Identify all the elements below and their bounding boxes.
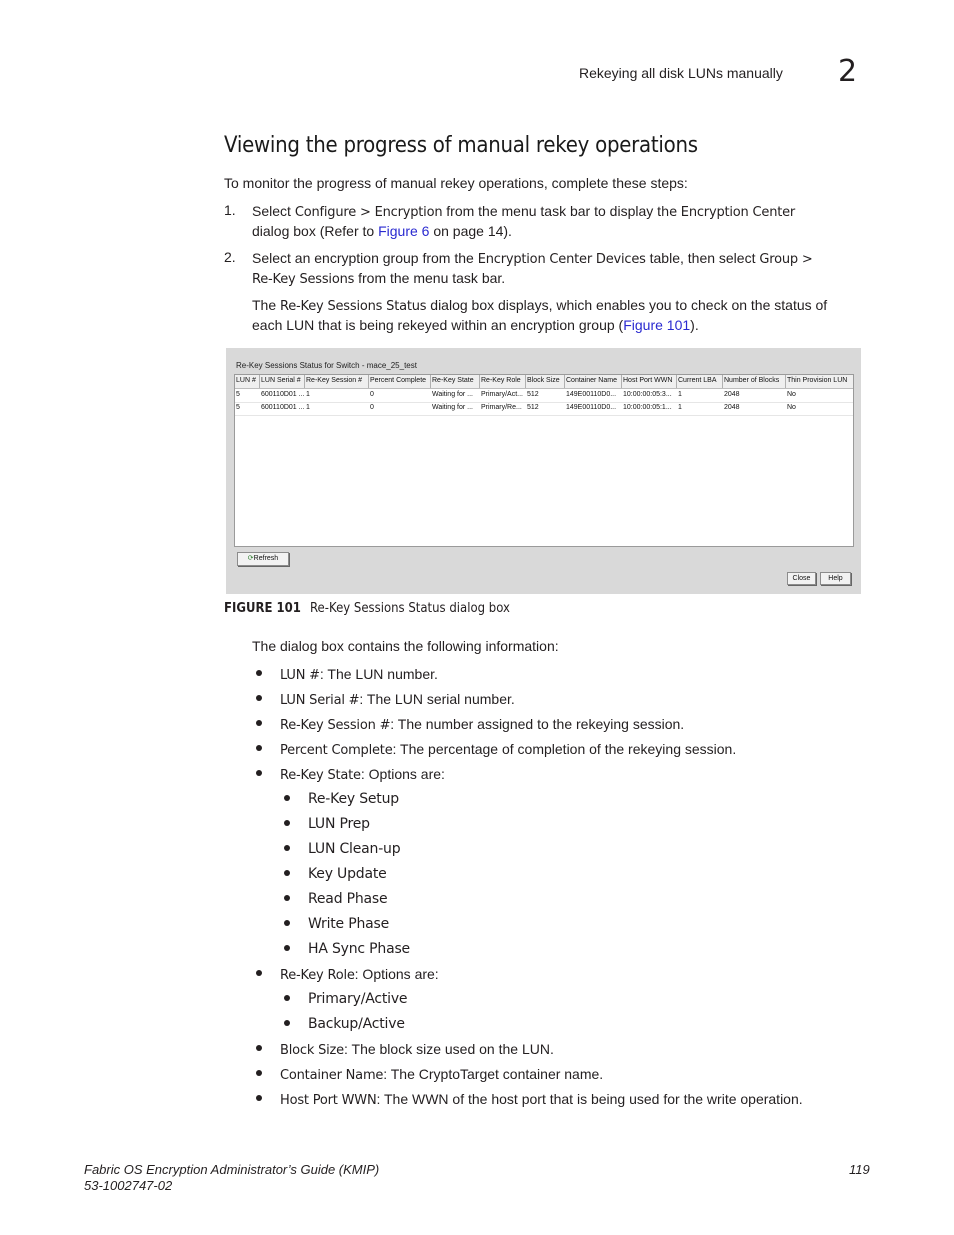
page-number: 119: [849, 1162, 870, 1177]
list-item: Re-Key Setup: [308, 791, 399, 807]
close-button[interactable]: Close: [787, 572, 816, 585]
step-2: Select an encryption group from the Encryption Center Devices table, then select Group > Re-Key Sessions from the menu task bar.: [252, 250, 813, 287]
column-header[interactable]: Re-Key Role: [480, 375, 526, 388]
list-item: Re-Key Role: Options are:: [280, 966, 439, 983]
figure-link[interactable]: Figure 6: [378, 223, 430, 239]
refresh-icon: ⟳: [247, 555, 254, 562]
column-header[interactable]: Container Name: [565, 375, 622, 388]
list-item: Primary/Active: [308, 991, 408, 1007]
column-header[interactable]: Thin Provision LUN: [787, 377, 848, 384]
list-item: Block Size: The block size used on the LUN.: [280, 1041, 554, 1058]
list-item: LUN Serial #: The LUN serial number.: [280, 691, 515, 708]
list-item: Container Name: The CryptoTarget container name.: [280, 1066, 604, 1083]
bullet-icon: [256, 720, 262, 726]
bullet-icon: [256, 745, 262, 751]
column-header[interactable]: LUN #: [235, 375, 260, 388]
ui-term: Configure > Encryption: [294, 205, 443, 220]
bullet-icon: [256, 1045, 262, 1051]
bullet-icon: [256, 695, 262, 701]
column-header[interactable]: Current LBA: [677, 375, 723, 388]
bullet-icon: [256, 1095, 262, 1101]
intro-text: To monitor the progress of manual rekey operations, complete these steps:: [224, 175, 688, 191]
bullet-icon: [284, 795, 290, 801]
step-number: 1.: [224, 202, 236, 218]
table-row[interactable]: 5 600110D01 ... 1 0 Waiting for ... Primary/Act... 512 149E00110D0... 10:00:00:05:3... 1 2048 No: [235, 389, 853, 403]
column-header[interactable]: LUN Serial #: [260, 375, 305, 388]
list-item: LUN #: The LUN number.: [280, 666, 438, 683]
list-item: Backup/Active: [308, 1016, 405, 1032]
bullet-icon: [256, 1070, 262, 1076]
rekey-sessions-dialog: [226, 348, 861, 594]
list-item: LUN Prep: [308, 816, 370, 832]
ui-term: Encryption Center Devices: [477, 252, 646, 267]
ui-term: Re-Key Sessions Status: [280, 299, 427, 314]
column-header[interactable]: Percent Complete: [369, 375, 431, 388]
bullet-icon: [284, 895, 290, 901]
list-item: LUN Clean-up: [308, 841, 401, 857]
footer-book-title: Fabric OS Encryption Administrator’s Guide (KMIP): [84, 1162, 380, 1177]
figure-link[interactable]: Figure 101: [623, 317, 691, 333]
table-header: [235, 375, 853, 389]
list-item: Re-Key Session #: The number assigned to the rekeying session.: [280, 716, 685, 733]
bullet-icon: [284, 845, 290, 851]
bullet-icon: [284, 870, 290, 876]
bullet-icon: [284, 995, 290, 1001]
refresh-button[interactable]: ⟳Refresh: [237, 552, 289, 566]
column-header[interactable]: Host Port WWN: [622, 375, 677, 388]
bullet-icon: [284, 820, 290, 826]
bullet-icon: [284, 920, 290, 926]
column-header[interactable]: Number of Blocks: [723, 375, 786, 388]
list-item: Re-Key State: Options are:: [280, 766, 445, 783]
running-header: Rekeying all disk LUNs manually: [579, 65, 783, 81]
column-header[interactable]: Block Size: [526, 375, 565, 388]
list-item: Percent Complete: The percentage of completion of the rekeying session.: [280, 741, 737, 758]
dialog-title: Re-Key Sessions Status for Switch - mace_25_test: [236, 361, 417, 370]
list-item: Key Update: [308, 866, 387, 882]
list-item: Write Phase: [308, 916, 390, 932]
step-number: 2.: [224, 249, 236, 265]
bullet-icon: [256, 970, 262, 976]
contains-text: The dialog box contains the following information:: [252, 638, 559, 654]
figure-label: FIGURE 101: [224, 601, 301, 616]
column-header[interactable]: Re-Key Session #: [305, 375, 369, 388]
sessions-table: [234, 374, 854, 547]
status-paragraph: The Re-Key Sessions Status dialog box displays, which enables you to check on the status of each LUN that is being rekeyed within an encryption group (Figure 101).: [252, 297, 828, 333]
footer-doc-number: 53-1002747-02: [84, 1178, 173, 1193]
list-item: Read Phase: [308, 891, 388, 907]
bullet-icon: [284, 1020, 290, 1026]
bullet-icon: [256, 770, 262, 776]
bullet-icon: [284, 945, 290, 951]
column-header[interactable]: Re-Key State: [431, 375, 480, 388]
ui-term: he Encryption Center: [661, 205, 796, 220]
step-1: Select Configure > Encryption from the menu task bar to display the Encryption Center dialog box (Refer to Figure 6 on page 14).: [252, 203, 796, 239]
help-button[interactable]: Help: [820, 572, 851, 585]
ui-term: Re-Key Sessions: [252, 272, 355, 287]
table-row[interactable]: 5 600110D01 ... 1 0 Waiting for ... Primary/Re... 512 149E00110D0... 10:00:00:05:1... 1 2048 No: [235, 402, 853, 416]
bullet-icon: [256, 670, 262, 676]
list-item: Host Port WWN: The WWN of the host port that is being used for the write operation.: [280, 1091, 803, 1108]
ui-term: Group >: [759, 252, 813, 267]
section-title: Viewing the progress of manual rekey operations: [224, 133, 698, 158]
figure-caption: FIGURE 101 Re-Key Sessions Status dialog box: [224, 601, 510, 616]
chapter-number: 2: [838, 54, 858, 89]
list-item: HA Sync Phase: [308, 941, 410, 957]
